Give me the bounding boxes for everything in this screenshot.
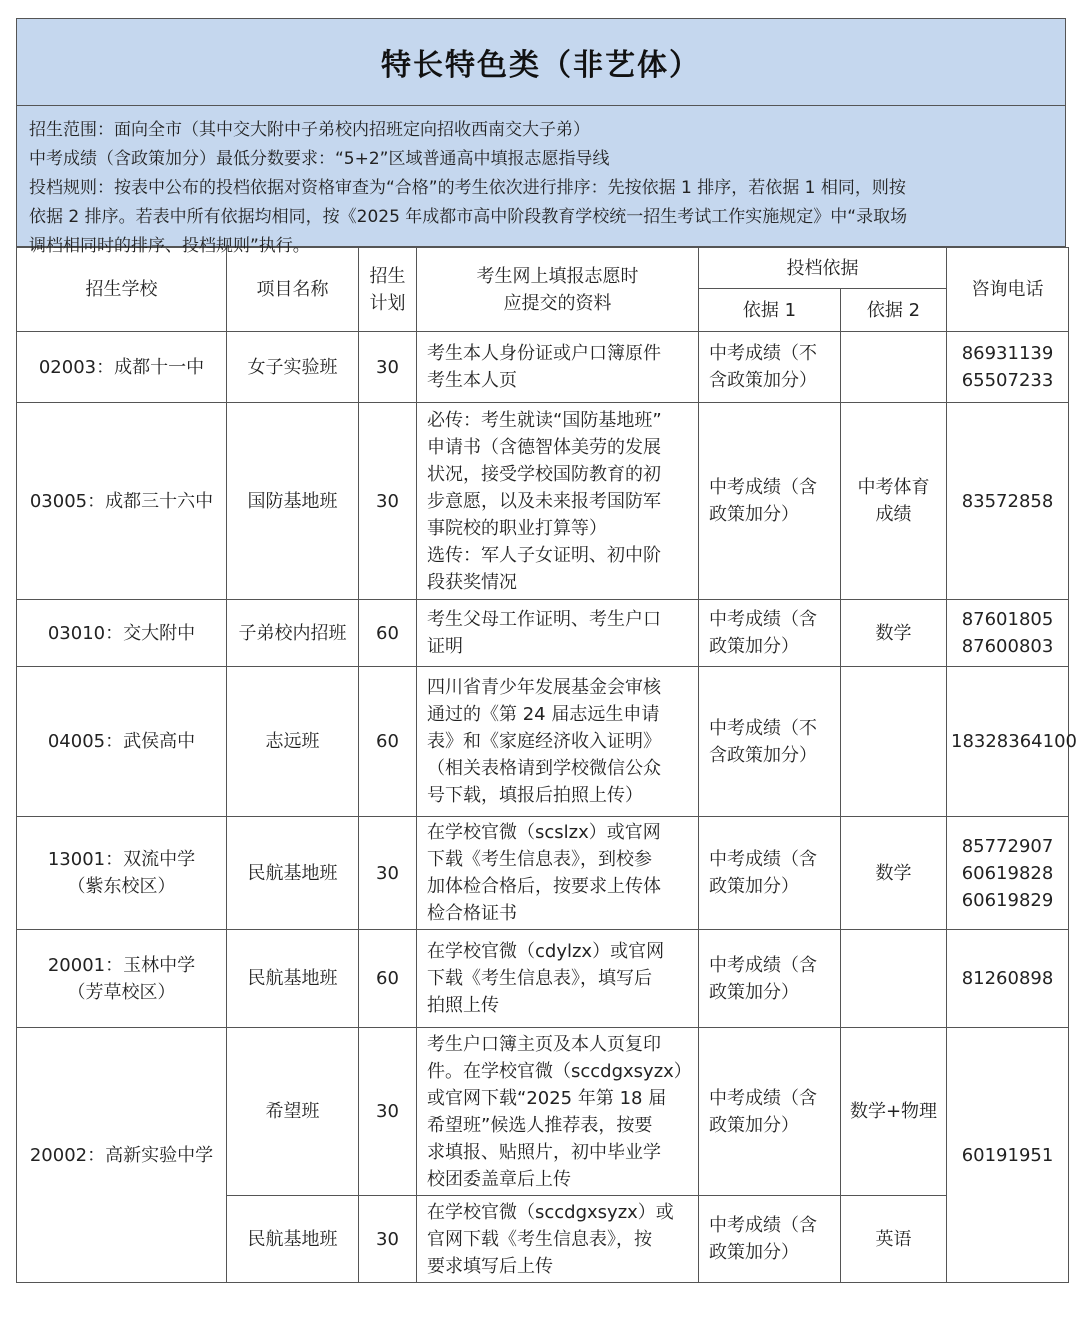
materials-cell: 在学校官微（sccdgxsyzx）或 官网下载《考生信息表》，按 要求填写后上传 [417, 1196, 699, 1283]
school-cell: 04005：武侯高中 [17, 667, 227, 817]
phone-cell: 86931139 65507233 [947, 332, 1069, 403]
plan-cell: 30 [359, 1028, 417, 1196]
plan-cell: 30 [359, 817, 417, 930]
phone-cell: 18328364100 [947, 667, 1069, 817]
phone-cell: 81260898 [947, 930, 1069, 1028]
basis1-cell: 中考成绩（含 政策加分） [699, 403, 841, 600]
basis2-cell [841, 667, 947, 817]
table-row [17, 403, 1069, 600]
plan-cell: 30 [359, 1196, 417, 1283]
school-cell: 20002：高新实验中学 [17, 1028, 227, 1283]
materials-cell: 考生本人身份证或户口簿原件 考生本人页 [417, 332, 699, 403]
basis2-cell: 数学 [841, 600, 947, 667]
plan-cell: 60 [359, 600, 417, 667]
phone-cell: 87601805 87600803 [947, 600, 1069, 667]
project-cell: 女子实验班 [227, 332, 359, 403]
page-title: 特长特色类（非艺体） [16, 18, 1066, 106]
basis2-cell: 中考体育 成绩 [841, 403, 947, 600]
basis1-cell: 中考成绩（含 政策加分） [699, 600, 841, 667]
materials-cell: 考生父母工作证明、考生户口 证明 [417, 600, 699, 667]
project-cell: 民航基地班 [227, 930, 359, 1028]
basis2-cell [841, 332, 947, 403]
materials-cell: 四川省青少年发展基金会审核 通过的《第 24 届志远生申请 表》和《家庭经济收入证明》 （相关表格请到学校微信公众 号下载，填报后拍照上传） [417, 667, 699, 817]
plan-cell: 30 [359, 332, 417, 403]
basis1-cell: 中考成绩（含 政策加分） [699, 930, 841, 1028]
table-row [17, 332, 1069, 403]
info-line: 依据 2 排序。若表中所有依据均相同，按《2025 年成都市高中阶段教育学校统一招生考试工作实施规定》中“录取场 [29, 207, 908, 227]
materials-cell: 在学校官微（scslzx）或官网 下载《考生信息表》，到校参 加体检合格后，按要求上传体 检合格证书 [417, 817, 699, 930]
project-cell: 希望班 [227, 1028, 359, 1196]
basis1-cell: 中考成绩（含 政策加分） [699, 1196, 841, 1283]
header-basis: 投档依据 [699, 248, 947, 289]
info-panel [16, 106, 1066, 256]
table-row [17, 1028, 1069, 1196]
header-basis1: 依据 1 [699, 289, 841, 332]
school-cell: 20001：玉林中学 （芳草校区） [17, 930, 227, 1028]
phone-cell: 60191951 [947, 1028, 1069, 1283]
materials-cell: 必传：考生就读“国防基地班” 申请书（含德智体美劳的发展 状况，接受学校国防教育的初 步意愿，以及未来报考国防军 事院校的职业打算等） 选传：军人子女证明、初中阶 段获奖情况 [417, 403, 699, 600]
header-phone: 咨询电话 [947, 248, 1069, 332]
table-row [17, 817, 1069, 930]
schools-table [16, 247, 1077, 1283]
basis1-cell: 中考成绩（不 含政策加分） [699, 332, 841, 403]
materials-cell: 在学校官微（cdylzx）或官网 下载《考生信息表》，填写后 拍照上传 [417, 930, 699, 1028]
plan-cell: 30 [359, 403, 417, 600]
basis2-cell: 英语 [841, 1196, 947, 1283]
materials-cell: 考生户口簿主页及本人页复印 件。在学校官微（sccdgxsyzx） 或官网下载“2025 年第 18 届 希望班”候选人推荐表，按要 求填报、贴照片，初中毕业学 校团委盖章后上传 [417, 1028, 699, 1196]
school-cell: 13001：双流中学 （紫东校区） [17, 817, 227, 930]
school-cell: 02003：成都十一中 [17, 332, 227, 403]
admission-table-document [16, 18, 1077, 1283]
header-basis2: 依据 2 [841, 289, 947, 332]
basis1-cell: 中考成绩（不 含政策加分） [699, 667, 841, 817]
table-row [17, 667, 1069, 817]
header-materials: 考生网上填报志愿时 应提交的资料 [417, 248, 699, 332]
project-cell: 国防基地班 [227, 403, 359, 600]
project-cell: 民航基地班 [227, 1196, 359, 1283]
header-school: 招生学校 [17, 248, 227, 332]
plan-cell: 60 [359, 667, 417, 817]
header-plan: 招生 计划 [359, 248, 417, 332]
info-line: 调档相同时的排序、投档规则”执行。 [29, 236, 310, 256]
basis2-cell: 数学 [841, 817, 947, 930]
plan-cell: 60 [359, 930, 417, 1028]
info-line: 招生范围：面向全市（其中交大附中子弟校内招班定向招收西南交大子弟） [29, 120, 590, 140]
school-cell: 03005：成都三十六中 [17, 403, 227, 600]
header-project: 项目名称 [227, 248, 359, 332]
phone-cell: 85772907 60619828 60619829 [947, 817, 1069, 930]
school-cell: 03010：交大附中 [17, 600, 227, 667]
project-cell: 志远班 [227, 667, 359, 817]
phone-cell: 83572858 [947, 403, 1069, 600]
table-row [17, 930, 1069, 1028]
basis2-cell [841, 930, 947, 1028]
table-row [17, 600, 1069, 667]
project-cell: 子弟校内招班 [227, 600, 359, 667]
basis1-cell: 中考成绩（含 政策加分） [699, 817, 841, 930]
basis2-cell: 数学+物理 [841, 1028, 947, 1196]
info-line: 投档规则：按表中公布的投档依据对资格审查为“合格”的考生依次进行排序：先按依据 1 排序，若依据 1 相同，则按 [29, 178, 906, 198]
info-line: 中考成绩（含政策加分）最低分数要求：“5+2”区域普通高中填报志愿指导线 [29, 149, 610, 169]
basis1-cell: 中考成绩（含 政策加分） [699, 1028, 841, 1196]
project-cell: 民航基地班 [227, 817, 359, 930]
